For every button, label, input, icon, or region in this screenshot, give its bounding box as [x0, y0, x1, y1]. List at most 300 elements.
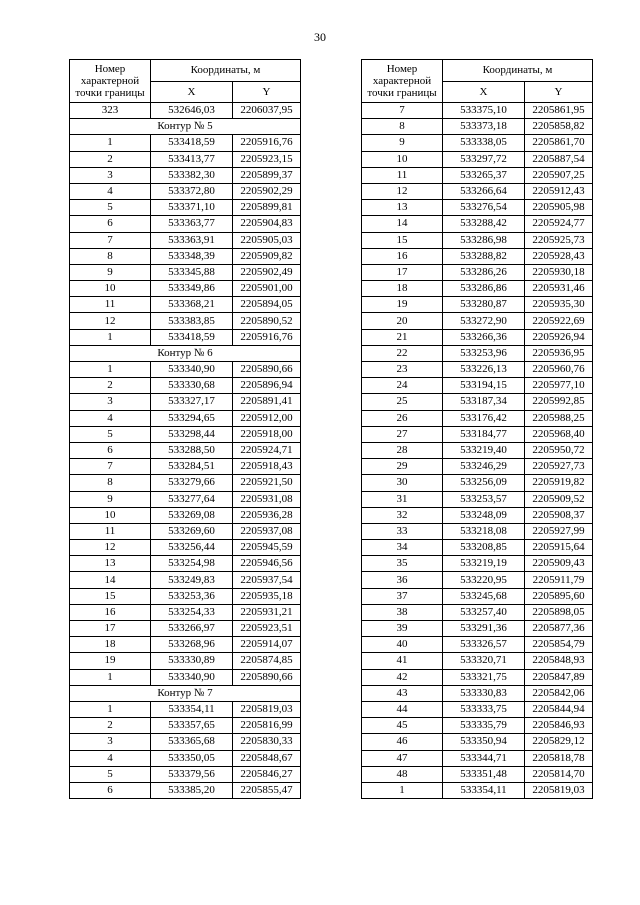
- point-number-cell: 25: [362, 394, 443, 410]
- point-number-cell: 24: [362, 378, 443, 394]
- point-number-cell: 1: [70, 362, 151, 378]
- x-coordinate-cell: 533246,29: [443, 459, 525, 475]
- point-number-cell: 4: [70, 410, 151, 426]
- point-number-cell: 38: [362, 604, 443, 620]
- table-row: [70, 329, 301, 345]
- table-row: [362, 782, 593, 798]
- point-number-cell: 41: [362, 653, 443, 669]
- point-number-cell: 6: [70, 216, 151, 232]
- point-number-header: Номер характерной точки границы: [70, 60, 151, 103]
- y-coordinate-cell: 2205890,66: [233, 669, 301, 685]
- contour-heading-row: [70, 685, 301, 701]
- point-number-cell: 2: [70, 718, 151, 734]
- contour-heading: Контур № 7: [70, 685, 301, 701]
- table-row: [70, 103, 301, 119]
- y-coordinate-cell: 2205854,79: [525, 637, 593, 653]
- table-row: [362, 394, 593, 410]
- x-coordinate-cell: 533320,71: [443, 653, 525, 669]
- x-coordinate-cell: 533276,54: [443, 200, 525, 216]
- x-coordinate-cell: 533326,57: [443, 637, 525, 653]
- x-coordinate-cell: 533349,86: [151, 281, 233, 297]
- point-number-cell: 1: [70, 329, 151, 345]
- point-number-cell: 7: [362, 103, 443, 119]
- x-coordinate-cell: 533350,05: [151, 750, 233, 766]
- table-row: [362, 523, 593, 539]
- point-number-cell: 14: [70, 572, 151, 588]
- table-row: [70, 621, 301, 637]
- y-header: Y: [233, 81, 301, 103]
- table-row: [362, 297, 593, 313]
- x-coordinate-cell: 533379,56: [151, 766, 233, 782]
- y-coordinate-cell: 2205819,03: [525, 782, 593, 798]
- x-coordinate-cell: 533321,75: [443, 669, 525, 685]
- x-coordinate-cell: 533330,68: [151, 378, 233, 394]
- table-row: [362, 200, 593, 216]
- point-number-cell: 13: [362, 200, 443, 216]
- table-row: [362, 410, 593, 426]
- y-coordinate-cell: 2205923,51: [233, 621, 301, 637]
- point-number-cell: 14: [362, 216, 443, 232]
- table-row: [362, 345, 593, 361]
- point-number-cell: 43: [362, 685, 443, 701]
- table-row: [70, 491, 301, 507]
- contour-heading: Контур № 5: [70, 119, 301, 135]
- y-coordinate-cell: 2205904,83: [233, 216, 301, 232]
- table-row: [362, 766, 593, 782]
- table-row: [70, 507, 301, 523]
- y-coordinate-cell: 2205914,07: [233, 637, 301, 653]
- point-number-cell: 44: [362, 701, 443, 717]
- y-coordinate-cell: 2205937,08: [233, 523, 301, 539]
- x-coordinate-cell: 533333,75: [443, 701, 525, 717]
- point-number-cell: 36: [362, 572, 443, 588]
- point-number-cell: 7: [70, 459, 151, 475]
- table-row: [362, 151, 593, 167]
- y-coordinate-cell: 2205896,94: [233, 378, 301, 394]
- y-coordinate-cell: 2206037,95: [233, 103, 301, 119]
- point-number-cell: 8: [70, 248, 151, 264]
- x-coordinate-cell: 533208,85: [443, 540, 525, 556]
- x-coordinate-cell: 533219,19: [443, 556, 525, 572]
- x-coordinate-cell: 533254,98: [151, 556, 233, 572]
- x-coordinate-cell: 533363,91: [151, 232, 233, 248]
- y-coordinate-cell: 2205898,05: [525, 604, 593, 620]
- y-coordinate-cell: 2205905,98: [525, 200, 593, 216]
- y-coordinate-cell: 2205846,93: [525, 718, 593, 734]
- table-row: [362, 329, 593, 345]
- y-coordinate-cell: 2205912,00: [233, 410, 301, 426]
- point-number-cell: 31: [362, 491, 443, 507]
- point-number-cell: 11: [70, 297, 151, 313]
- table-row: [70, 313, 301, 329]
- x-coordinate-cell: 533383,85: [151, 313, 233, 329]
- x-coordinate-cell: 533297,72: [443, 151, 525, 167]
- table-row: [362, 540, 593, 556]
- table-row: [362, 669, 593, 685]
- point-number-cell: 3: [70, 167, 151, 183]
- point-number-cell: 29: [362, 459, 443, 475]
- y-coordinate-cell: 2205946,56: [233, 556, 301, 572]
- point-number-cell: 12: [362, 183, 443, 199]
- y-coordinate-cell: 2205936,28: [233, 507, 301, 523]
- x-coordinate-cell: 533418,59: [151, 329, 233, 345]
- table-row: [362, 281, 593, 297]
- point-number-cell: 1: [70, 701, 151, 717]
- y-coordinate-cell: 2205909,43: [525, 556, 593, 572]
- table-row: [362, 426, 593, 442]
- y-coordinate-cell: 2205936,95: [525, 345, 593, 361]
- x-coordinate-cell: 533371,10: [151, 200, 233, 216]
- table-row: [70, 653, 301, 669]
- point-number-cell: 2: [70, 151, 151, 167]
- point-number-cell: 3: [70, 734, 151, 750]
- coordinates-table-right: [361, 59, 593, 799]
- x-coordinate-cell: 533372,80: [151, 183, 233, 199]
- x-coordinate-cell: 533375,10: [443, 103, 525, 119]
- y-coordinate-cell: 2205930,18: [525, 264, 593, 280]
- table-row: [70, 523, 301, 539]
- coordinates-table-left: [69, 59, 301, 799]
- x-coordinate-cell: 533350,94: [443, 734, 525, 750]
- x-coordinate-cell: 533245,68: [443, 588, 525, 604]
- table-row: [70, 151, 301, 167]
- y-coordinate-cell: 2205977,10: [525, 378, 593, 394]
- x-coordinate-cell: 533256,44: [151, 540, 233, 556]
- table-row: [70, 248, 301, 264]
- y-coordinate-cell: 2205918,43: [233, 459, 301, 475]
- table-row: [70, 637, 301, 653]
- table-row: [70, 167, 301, 183]
- y-coordinate-cell: 2205887,54: [525, 151, 593, 167]
- y-coordinate-cell: 2205937,54: [233, 572, 301, 588]
- coordinates-header: Координаты, м: [443, 60, 593, 82]
- x-coordinate-cell: 532646,03: [151, 103, 233, 119]
- x-coordinate-cell: 533218,08: [443, 523, 525, 539]
- table-row: [362, 264, 593, 280]
- point-number-cell: 11: [362, 167, 443, 183]
- point-number-cell: 19: [362, 297, 443, 313]
- y-coordinate-cell: 2205890,66: [233, 362, 301, 378]
- x-header: X: [151, 81, 233, 103]
- table-row: [70, 475, 301, 491]
- point-number-cell: 8: [70, 475, 151, 491]
- point-number-cell: 2: [70, 378, 151, 394]
- x-coordinate-cell: 533253,57: [443, 491, 525, 507]
- x-coordinate-cell: 533351,48: [443, 766, 525, 782]
- table-row: [70, 750, 301, 766]
- x-coordinate-cell: 533382,30: [151, 167, 233, 183]
- table-row: [70, 362, 301, 378]
- y-coordinate-cell: 2205844,94: [525, 701, 593, 717]
- y-coordinate-cell: 2205894,05: [233, 297, 301, 313]
- y-coordinate-cell: 2205927,99: [525, 523, 593, 539]
- table-row: [362, 442, 593, 458]
- table-row: [70, 378, 301, 394]
- x-coordinate-cell: 533288,42: [443, 216, 525, 232]
- y-coordinate-cell: 2205861,70: [525, 135, 593, 151]
- y-coordinate-cell: 2205915,64: [525, 540, 593, 556]
- point-number-cell: 11: [70, 523, 151, 539]
- x-coordinate-cell: 533344,71: [443, 750, 525, 766]
- point-number-cell: 9: [362, 135, 443, 151]
- x-coordinate-cell: 533338,05: [443, 135, 525, 151]
- point-number-cell: 12: [70, 313, 151, 329]
- x-coordinate-cell: 533345,88: [151, 264, 233, 280]
- x-coordinate-cell: 533286,86: [443, 281, 525, 297]
- y-coordinate-cell: 2205861,95: [525, 103, 593, 119]
- table-row: [70, 734, 301, 750]
- y-coordinate-cell: 2205908,37: [525, 507, 593, 523]
- point-number-cell: 4: [70, 183, 151, 199]
- table-row: [362, 491, 593, 507]
- point-number-cell: 34: [362, 540, 443, 556]
- x-coordinate-cell: 533266,36: [443, 329, 525, 345]
- point-number-cell: 6: [70, 442, 151, 458]
- y-coordinate-cell: 2205890,52: [233, 313, 301, 329]
- table-row: [362, 718, 593, 734]
- point-number-cell: 26: [362, 410, 443, 426]
- table-row: [362, 572, 593, 588]
- y-coordinate-cell: 2205891,41: [233, 394, 301, 410]
- x-coordinate-cell: 533363,77: [151, 216, 233, 232]
- point-number-cell: 39: [362, 621, 443, 637]
- x-coordinate-cell: 533357,65: [151, 718, 233, 734]
- point-number-cell: 5: [70, 426, 151, 442]
- point-number-cell: 12: [70, 540, 151, 556]
- x-coordinate-cell: 533226,13: [443, 362, 525, 378]
- x-coordinate-cell: 533279,66: [151, 475, 233, 491]
- contour-heading-row: [70, 119, 301, 135]
- table-row: [70, 426, 301, 442]
- y-coordinate-cell: 2205909,52: [525, 491, 593, 507]
- table-row: [362, 556, 593, 572]
- point-number-cell: 22: [362, 345, 443, 361]
- point-number-cell: 6: [70, 782, 151, 798]
- point-number-cell: 47: [362, 750, 443, 766]
- point-number-cell: 1: [70, 669, 151, 685]
- y-coordinate-cell: 2205927,73: [525, 459, 593, 475]
- table-row: [70, 264, 301, 280]
- y-coordinate-cell: 2205921,50: [233, 475, 301, 491]
- point-number-cell: 7: [70, 232, 151, 248]
- y-coordinate-cell: 2205905,03: [233, 232, 301, 248]
- table-row: [70, 281, 301, 297]
- point-number-cell: 16: [70, 604, 151, 620]
- point-number-cell: 10: [70, 281, 151, 297]
- x-coordinate-cell: 533266,97: [151, 621, 233, 637]
- table-row: [362, 637, 593, 653]
- x-coordinate-cell: 533330,83: [443, 685, 525, 701]
- x-coordinate-cell: 533294,65: [151, 410, 233, 426]
- y-coordinate-cell: 2205924,71: [233, 442, 301, 458]
- y-coordinate-cell: 2205855,47: [233, 782, 301, 798]
- x-coordinate-cell: 533354,11: [443, 782, 525, 798]
- y-coordinate-cell: 2205902,49: [233, 264, 301, 280]
- x-coordinate-cell: 533269,60: [151, 523, 233, 539]
- point-number-cell: 1: [362, 782, 443, 798]
- y-header: Y: [525, 81, 593, 103]
- y-coordinate-cell: 2205847,89: [525, 669, 593, 685]
- y-coordinate-cell: 2205916,76: [233, 135, 301, 151]
- x-coordinate-cell: 533340,90: [151, 362, 233, 378]
- table-row: [362, 750, 593, 766]
- point-number-cell: 27: [362, 426, 443, 442]
- table-row: [70, 135, 301, 151]
- x-coordinate-cell: 533248,09: [443, 507, 525, 523]
- point-number-cell: 19: [70, 653, 151, 669]
- y-coordinate-cell: 2205819,03: [233, 701, 301, 717]
- y-coordinate-cell: 2205848,67: [233, 750, 301, 766]
- y-coordinate-cell: 2205922,69: [525, 313, 593, 329]
- x-coordinate-cell: 533254,33: [151, 604, 233, 620]
- x-coordinate-cell: 533257,40: [443, 604, 525, 620]
- point-number-header: Номер характерной точки границы: [362, 60, 443, 103]
- y-coordinate-cell: 2205992,85: [525, 394, 593, 410]
- contour-heading: Контур № 6: [70, 345, 301, 361]
- x-coordinate-cell: 533348,39: [151, 248, 233, 264]
- point-number-cell: 20: [362, 313, 443, 329]
- point-number-cell: 4: [70, 750, 151, 766]
- table-row: [362, 313, 593, 329]
- y-coordinate-cell: 2205931,21: [233, 604, 301, 620]
- table-row: [70, 442, 301, 458]
- x-coordinate-cell: 533284,51: [151, 459, 233, 475]
- point-number-cell: 9: [70, 264, 151, 280]
- table-row: [362, 604, 593, 620]
- y-coordinate-cell: 2205814,70: [525, 766, 593, 782]
- point-number-cell: 5: [70, 766, 151, 782]
- point-number-cell: 17: [70, 621, 151, 637]
- x-coordinate-cell: 533256,09: [443, 475, 525, 491]
- point-number-cell: 1: [70, 135, 151, 151]
- x-coordinate-cell: 533253,96: [443, 345, 525, 361]
- table-row: [362, 183, 593, 199]
- y-coordinate-cell: 2205924,77: [525, 216, 593, 232]
- y-coordinate-cell: 2205899,37: [233, 167, 301, 183]
- point-number-cell: 13: [70, 556, 151, 572]
- table-row: [362, 248, 593, 264]
- y-coordinate-cell: 2205901,00: [233, 281, 301, 297]
- x-coordinate-cell: 533176,42: [443, 410, 525, 426]
- table-row: [362, 362, 593, 378]
- y-coordinate-cell: 2205960,76: [525, 362, 593, 378]
- y-coordinate-cell: 2205928,43: [525, 248, 593, 264]
- table-row: [362, 588, 593, 604]
- point-number-cell: 42: [362, 669, 443, 685]
- y-coordinate-cell: 2205919,82: [525, 475, 593, 491]
- table-row: [70, 200, 301, 216]
- point-number-cell: 18: [70, 637, 151, 653]
- table-row: [70, 394, 301, 410]
- x-coordinate-cell: 533385,20: [151, 782, 233, 798]
- table-row: [362, 653, 593, 669]
- point-number-cell: 15: [362, 232, 443, 248]
- table-row: [70, 459, 301, 475]
- point-number-cell: 30: [362, 475, 443, 491]
- point-number-cell: 33: [362, 523, 443, 539]
- table-row: [70, 540, 301, 556]
- point-number-cell: 323: [70, 103, 151, 119]
- table-row: [362, 167, 593, 183]
- x-coordinate-cell: 533265,37: [443, 167, 525, 183]
- y-coordinate-cell: 2205911,79: [525, 572, 593, 588]
- table-row: [70, 410, 301, 426]
- point-number-cell: 17: [362, 264, 443, 280]
- point-number-cell: 46: [362, 734, 443, 750]
- table-row: [70, 232, 301, 248]
- point-number-cell: 32: [362, 507, 443, 523]
- y-coordinate-cell: 2205923,15: [233, 151, 301, 167]
- x-coordinate-cell: 533194,15: [443, 378, 525, 394]
- table-row: [362, 459, 593, 475]
- x-coordinate-cell: 533219,40: [443, 442, 525, 458]
- x-coordinate-cell: 533272,90: [443, 313, 525, 329]
- x-coordinate-cell: 533373,18: [443, 119, 525, 135]
- table-row: [70, 556, 301, 572]
- coordinates-header: Координаты, м: [151, 60, 301, 82]
- y-coordinate-cell: 2205907,25: [525, 167, 593, 183]
- point-number-cell: 9: [70, 491, 151, 507]
- table-row: [362, 701, 593, 717]
- table-row: [362, 232, 593, 248]
- y-coordinate-cell: 2205916,76: [233, 329, 301, 345]
- table-row: [362, 507, 593, 523]
- table-row: [362, 734, 593, 750]
- y-coordinate-cell: 2205912,43: [525, 183, 593, 199]
- y-coordinate-cell: 2205968,40: [525, 426, 593, 442]
- y-coordinate-cell: 2205830,33: [233, 734, 301, 750]
- x-coordinate-cell: 533268,96: [151, 637, 233, 653]
- table-row: [70, 588, 301, 604]
- point-number-cell: 37: [362, 588, 443, 604]
- x-coordinate-cell: 533253,36: [151, 588, 233, 604]
- table-row: [362, 216, 593, 232]
- y-coordinate-cell: 2205925,73: [525, 232, 593, 248]
- table-row: [362, 475, 593, 491]
- y-coordinate-cell: 2205945,59: [233, 540, 301, 556]
- x-coordinate-cell: 533184,77: [443, 426, 525, 442]
- table-row: [70, 718, 301, 734]
- x-coordinate-cell: 533286,98: [443, 232, 525, 248]
- y-coordinate-cell: 2205858,82: [525, 119, 593, 135]
- point-number-cell: 40: [362, 637, 443, 653]
- point-number-cell: 18: [362, 281, 443, 297]
- x-coordinate-cell: 533354,11: [151, 701, 233, 717]
- y-coordinate-cell: 2205816,99: [233, 718, 301, 734]
- table-row: [70, 782, 301, 798]
- table-row: [70, 216, 301, 232]
- x-coordinate-cell: 533340,90: [151, 669, 233, 685]
- x-coordinate-cell: 533418,59: [151, 135, 233, 151]
- y-coordinate-cell: 2205935,18: [233, 588, 301, 604]
- x-coordinate-cell: 533291,36: [443, 621, 525, 637]
- table-row: [362, 378, 593, 394]
- y-coordinate-cell: 2205874,85: [233, 653, 301, 669]
- y-coordinate-cell: 2205926,94: [525, 329, 593, 345]
- x-coordinate-cell: 533277,64: [151, 491, 233, 507]
- x-coordinate-cell: 533335,79: [443, 718, 525, 734]
- y-coordinate-cell: 2205935,30: [525, 297, 593, 313]
- point-number-cell: 45: [362, 718, 443, 734]
- y-coordinate-cell: 2205842,06: [525, 685, 593, 701]
- table-row: [70, 297, 301, 313]
- point-number-cell: 23: [362, 362, 443, 378]
- table-row: [70, 183, 301, 199]
- point-number-cell: 48: [362, 766, 443, 782]
- point-number-cell: 16: [362, 248, 443, 264]
- y-coordinate-cell: 2205918,00: [233, 426, 301, 442]
- y-coordinate-cell: 2205902,29: [233, 183, 301, 199]
